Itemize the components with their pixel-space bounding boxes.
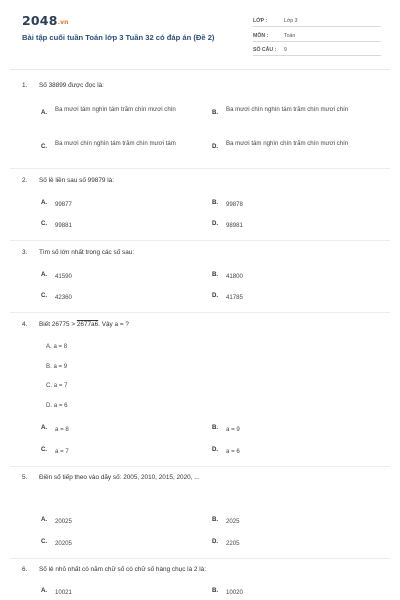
option-text: 99877 <box>55 201 72 208</box>
meta-class-row <box>253 15 381 27</box>
option-letter: D. <box>212 220 219 227</box>
question-number: 5. <box>22 474 28 481</box>
option-text: 20025 <box>55 518 72 525</box>
question-4 <box>22 321 129 328</box>
question-text: Tìm số lớn nhất trong các số sau: <box>39 249 135 256</box>
option-text: 99878 <box>226 201 243 208</box>
option-letter: D. <box>212 446 219 453</box>
option-letter: A. <box>41 199 48 206</box>
option-letter: B. <box>212 109 219 116</box>
question-text: Điền số tiếp theo vào dãy số: 2005, 2010, 2015, 2020, ... <box>39 474 200 481</box>
question-number: 3. <box>22 249 28 256</box>
page-title: Bài tập cuối tuần Toán lớp 3 Tuần 32 có đáp án (Đề 2) <box>22 33 215 42</box>
option-text: Ba mươi tám nghìn chín trăm chín mươi chín <box>226 140 349 147</box>
option-letter: A. <box>41 424 48 431</box>
option-letter: D. <box>212 292 219 299</box>
inline-choice-a: A. a = 8 <box>46 343 68 350</box>
question-text-after: . Vậy a = ? <box>98 321 129 328</box>
option-text: 10021 <box>55 589 72 596</box>
option-text: 41785 <box>226 294 243 301</box>
meta-subject-value: Toán <box>284 33 296 39</box>
option-letter: B. <box>212 424 219 431</box>
inline-choice-b: B. a = 9 <box>46 363 68 370</box>
meta-subject-key: MÔN : <box>253 33 269 39</box>
question-divider <box>10 240 390 241</box>
option-text: 41590 <box>55 273 72 280</box>
option-letter: A. <box>41 587 48 594</box>
option-text: 20205 <box>55 540 72 547</box>
option-letter: A. <box>41 516 48 523</box>
option-letter: B. <box>212 271 219 278</box>
question-divider <box>10 466 390 467</box>
logo-suffix: .vn <box>57 19 69 26</box>
question-divider <box>10 312 390 313</box>
question-number: 6. <box>22 566 28 573</box>
meta-subject-row <box>253 30 381 42</box>
option-letter: C. <box>41 143 48 150</box>
meta-class-value: Lớp 3 <box>284 18 298 24</box>
option-letter: B. <box>212 516 219 523</box>
site-logo[interactable] <box>22 13 69 28</box>
option-text: a = 9 <box>226 426 240 433</box>
logo-text: 2048 <box>22 13 58 28</box>
meta-count-row <box>253 44 381 56</box>
question-text: Số lẻ liền sau số 99879 là: <box>39 177 114 184</box>
header-divider <box>10 69 390 70</box>
question-text: Số lẻ nhỏ nhất có năm chữ số có chữ số hàng chục là 2 là: <box>39 566 207 573</box>
option-text: 2205 <box>226 540 240 547</box>
option-letter: B. <box>212 199 219 206</box>
option-text: a = 6 <box>226 448 240 455</box>
option-letter: A. <box>41 109 48 116</box>
option-letter: B. <box>212 587 219 594</box>
option-text: a = 8 <box>55 426 69 433</box>
option-letter: C. <box>41 292 48 299</box>
question-2 <box>22 177 114 184</box>
option-text: a = 7 <box>55 448 69 455</box>
option-letter: C. <box>41 220 48 227</box>
option-text: 99881 <box>55 222 72 229</box>
option-text: Ba mươi chín nghìn tám trăm chín mươi chín <box>226 106 349 113</box>
question-number: 1. <box>22 82 28 89</box>
option-text: 98981 <box>226 222 243 229</box>
question-divider <box>10 168 390 169</box>
inline-choice-c: C. a = 7 <box>46 382 68 389</box>
question-3 <box>22 249 134 256</box>
question-1 <box>22 82 104 89</box>
option-text: Ba mươi tám nghìn tám trăm chín mươi chín <box>55 106 176 113</box>
option-text: 10020 <box>226 589 243 596</box>
option-text: 2025 <box>226 518 240 525</box>
question-number: 2. <box>22 177 28 184</box>
question-text-before: Biết 26775 > <box>39 321 77 328</box>
option-text: Ba mươi chín nghìn tám trăm chín mươi tám <box>55 140 176 147</box>
meta-count-value: 9 <box>284 47 287 53</box>
inline-choice-d: D. a = 6 <box>46 402 68 409</box>
option-letter: D. <box>212 143 219 150</box>
option-letter: C. <box>41 446 48 453</box>
question-overline-number: 2677a6 <box>76 321 99 328</box>
meta-count-key: SỐ CÂU : <box>253 47 277 53</box>
question-number: 4. <box>22 321 28 328</box>
document-header <box>0 0 400 70</box>
question-5 <box>22 474 200 481</box>
question-divider <box>10 558 390 559</box>
option-letter: D. <box>212 538 219 545</box>
meta-class-key: LỚP : <box>253 18 268 24</box>
question-text: Số 38899 được đọc là: <box>39 82 104 89</box>
option-text: 42360 <box>55 294 72 301</box>
option-letter: C. <box>41 538 48 545</box>
question-6 <box>22 566 206 573</box>
option-letter: A. <box>41 271 48 278</box>
option-text: 41800 <box>226 273 243 280</box>
